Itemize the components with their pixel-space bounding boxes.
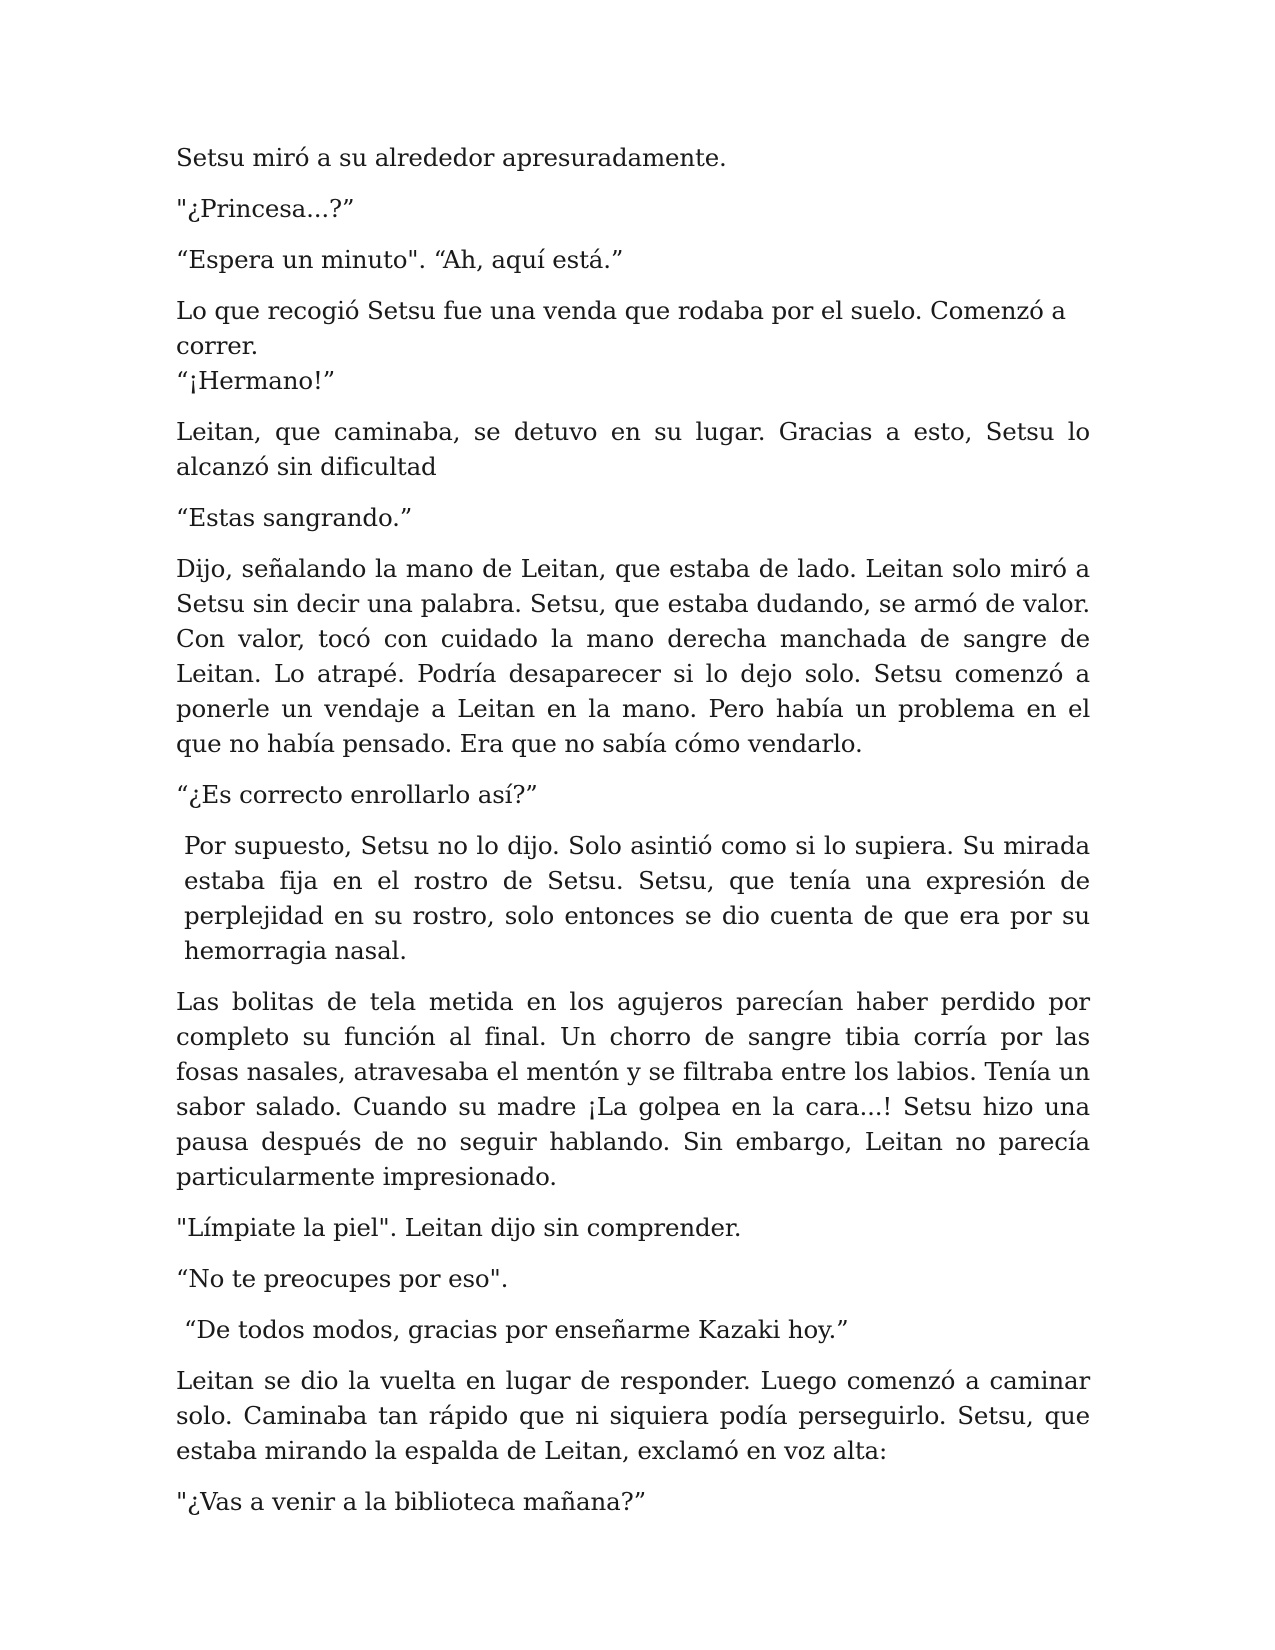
paragraph-12 [176, 1261, 1090, 1296]
text-line: Leitan, que caminaba, se detuvo en su lugar. Gracias a esto, Setsu lo alcanzó sin dificultad [176, 417, 1090, 481]
text-line: Leitan se dio la vuelta en lugar de responder. Luego comenzó a caminar solo. Caminaba tan rápido que ni siquiera podía perseguirlo. Setsu, que estaba mirando la espalda de Leitan, exclamó en voz alta: [176, 1366, 1090, 1465]
text-line: “No te preocupes por eso". [176, 1264, 509, 1293]
text-line: “De todos modos, gracias por enseñarme Kazaki hoy.” [184, 1315, 849, 1344]
text-line: Setsu miró a su alrededor apresuradamente. [176, 143, 727, 172]
paragraph-14 [176, 1363, 1090, 1468]
paragraph-7 [176, 551, 1090, 761]
text-line: “Estas sangrando.” [176, 503, 413, 532]
text-line: Las bolitas de tela metida en los agujeros parecían haber perdido por completo su función al final. Un chorro de sangre tibia corría por las fosas nasales, atravesaba el mentón y se filtraba entre los labios. Tenía un sabor salado. Cuando su madre ¡La golpea en la cara...! Setsu hizo una pausa después de no seguir hablando. Sin embargo, Leitan no parecía particularmente impresionado. [176, 987, 1090, 1191]
paragraph-15 [176, 1484, 1090, 1519]
text-line: "¿Princesa...?” [176, 194, 355, 223]
paragraph-8 [176, 777, 1090, 812]
paragraph-1 [176, 140, 1090, 175]
text-line: “¡Hermano!” [176, 366, 336, 395]
text-line: Por supuesto, Setsu no lo dijo. Solo asintió como si lo supiera. Su mirada estaba fija en el rostro de Setsu. Setsu, que tenía una expresión de perplejidad en su rostro, solo entonces se dio cuenta de que era por su hemorragia nasal. [184, 831, 1090, 965]
text-line: “Espera un minuto". “Ah, aquí está.” [176, 245, 624, 274]
text-line: “¿Es correcto enrollarlo así?” [176, 780, 538, 809]
paragraph-10 [176, 984, 1090, 1194]
page-body [176, 140, 1090, 1535]
paragraph-11 [176, 1210, 1090, 1245]
paragraph-4 [176, 293, 1090, 398]
paragraph-13 [176, 1312, 1090, 1347]
text-line: "¿Vas a venir a la biblioteca mañana?” [176, 1487, 646, 1516]
paragraph-6 [176, 500, 1090, 535]
paragraph-2 [176, 191, 1090, 226]
text-line: "Límpiate la piel". Leitan dijo sin comprender. [176, 1213, 742, 1242]
paragraph-3 [176, 242, 1090, 277]
paragraph-9 [176, 828, 1090, 968]
paragraph-5 [176, 414, 1090, 484]
text-line: Dijo, señalando la mano de Leitan, que estaba de lado. Leitan solo miró a Setsu sin decir una palabra. Setsu, que estaba dudando, se armó de valor. Con valor, tocó con cuidado la mano derecha manchada de sangre de Leitan. Lo atrapé. Podría desaparecer si lo dejo solo. Setsu comenzó a ponerle un vendaje a Leitan en la mano. Pero había un problema en el que no había pensado. Era que no sabía cómo vendarlo. [176, 554, 1090, 758]
text-line: Lo que recogió Setsu fue una venda que rodaba por el suelo. Comenzó a correr. [176, 296, 1066, 360]
